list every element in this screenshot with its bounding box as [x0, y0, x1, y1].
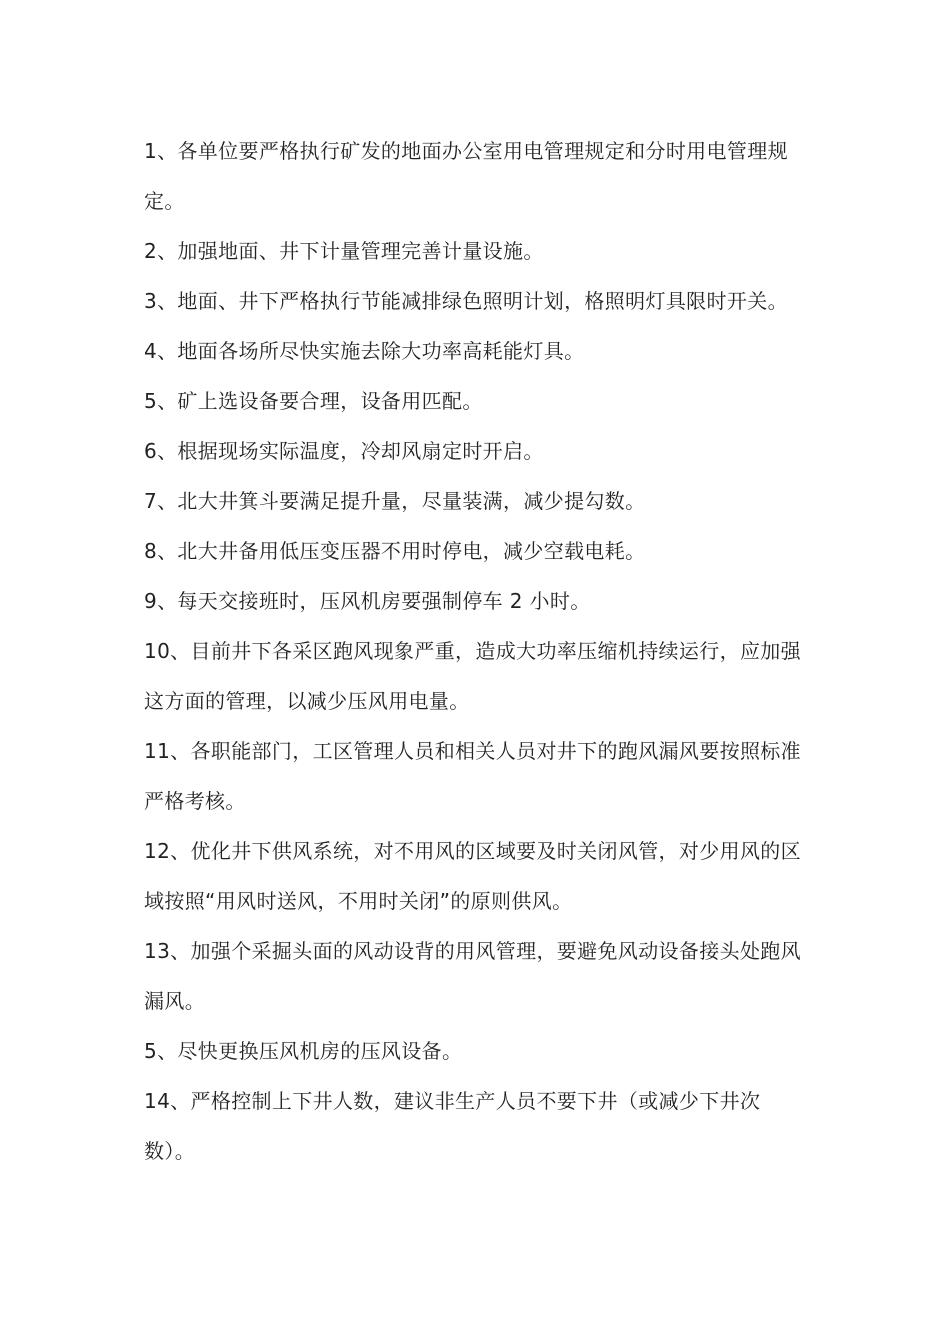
list-item: 10、目前井下各采区跑风现象严重，造成大功率压缩机持续运行，应加强这方面的管理，以减少压风用电量。 — [144, 639, 801, 713]
list-item: 1、各单位要严格执行矿发的地面办公室用电管理规定和分时用电管理规定。 — [144, 139, 788, 213]
list-item: 11、各职能部门，工区管理人员和相关人员对井下的跑风漏风要按照标准严格考核。 — [144, 739, 801, 813]
list-item: 7、北大井箕斗要满足提升量，尽量装满，减少提勾数。 — [144, 489, 646, 513]
document-body — [144, 126, 810, 1176]
list-item: 13、加强个采掘头面的风动设背的用风管理，要避免风动设备接头处跑风漏风。 — [144, 939, 801, 1013]
list-item: 14、严格控制上下井人数，建议非生产人员不要下井（或减少下井次数）。 — [144, 1089, 761, 1163]
list-item: 2、加强地面、井下计量管理完善计量设施。 — [144, 239, 544, 263]
list-item: 5、矿上选设备要合理，设备用匹配。 — [144, 389, 483, 413]
list-item: 6、根据现场实际温度，冷却风扇定时开启。 — [144, 439, 544, 463]
list-item: 4、地面各场所尽快实施去除大功率高耗能灯具。 — [144, 339, 585, 363]
list-item: 9、每天交接班时，压风机房要强制停车 2 小时。 — [144, 589, 591, 613]
list-item: 12、优化井下供风系统，对不用风的区域要及时关闭风管，对少用风的区域按照“用风时送风，不用时关闭”的原则供风。 — [144, 839, 801, 913]
list-item: 3、地面、井下严格执行节能减排绿色照明计划，格照明灯具限时开关。 — [144, 289, 788, 313]
list-item: 8、北大井备用低压变压器不用时停电，减少空载电耗。 — [144, 539, 646, 563]
list-item: 5、尽快更换压风机房的压风设备。 — [144, 1039, 463, 1063]
